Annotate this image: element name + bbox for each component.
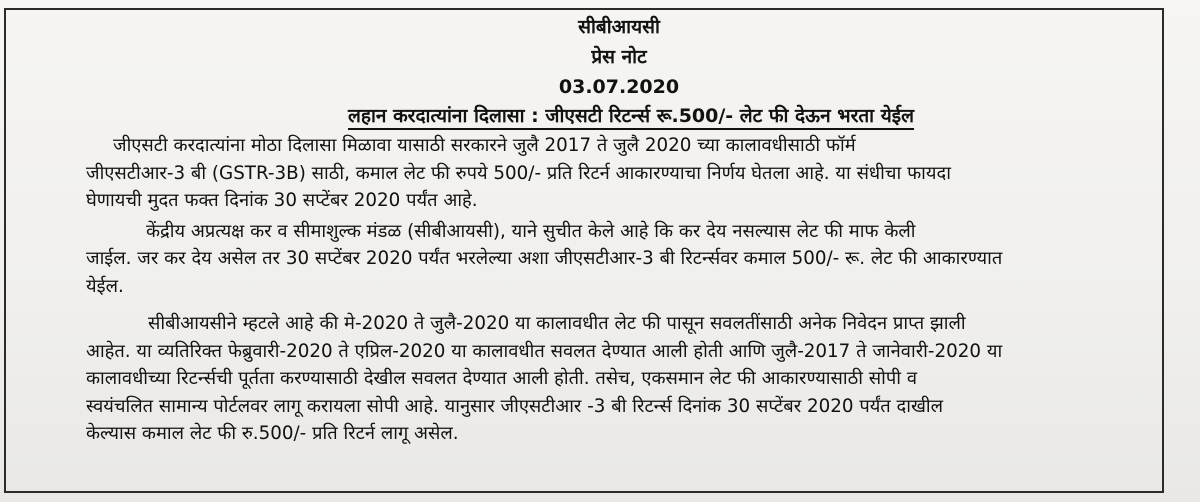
paragraph-line: सीबीआयसीने म्हटले आहे की मे-2020 ते जुलै-2020 या कालावधीत लेट फी पासून सवलतींसाठी अनेक निवेदन प्राप्त झाली xyxy=(148,313,966,334)
paragraph-3 xyxy=(86,310,1116,448)
organization-title: सीबीआयसी xyxy=(578,16,660,38)
subject-line xyxy=(146,102,1116,130)
subject-text: लहान करदात्यांना दिलासा : जीएसटी रिटर्न्स रू.500/- लेट फी देऊन भरता येईल xyxy=(348,105,914,130)
paragraph-line: घेणायची मुदत फक्त दिनांक 30 सप्टेंबर 2020 पर्यंत आहे. xyxy=(86,190,478,211)
paragraph-line: जीएसटी करदात्यांना मोठा दिलासा मिळावा यासाठी सरकारने जुलै 2017 ते जुलै 2020 च्या कालावधीसाठी फॉर्म xyxy=(113,135,856,156)
paragraph-line: केंद्रीय अप्रत्यक्ष कर व सीमाशुल्क मंडळ (सीबीआयसी), याने सुचीत केले आहे कि कर देय नसल्यास लेट फी माफ केली xyxy=(146,220,916,242)
paragraph-1 xyxy=(86,132,1116,215)
paragraph-2 xyxy=(86,218,1116,301)
paragraph-line: जाईल. जर कर देय असेल तर 30 सप्टेंबर 2020 पर्यंत भरलेल्या अशा जीएसटीआर-3 बी रिटर्न्सवर कमाल 500/- रू. लेट फी आकारण्यात xyxy=(86,248,1003,269)
release-date: 03.07.2020 xyxy=(558,76,680,98)
document-type-heading: प्रेस नोट xyxy=(591,46,647,68)
paragraph-line: केल्यास कमाल लेट फी रु.500/- प्रति रिटर्न लागू असेल. xyxy=(86,423,459,444)
press-note-document xyxy=(86,12,1116,448)
paragraph-line: येईल. xyxy=(86,275,124,297)
paragraph-line: आहेत. या व्यतिरिक्त फेब्रुवारी-2020 ते एप्रिल-2020 या कालावधीत सवलत देण्यात आली होती आणि जुलै-2017 ते जानेवारी-2020 या xyxy=(86,340,1003,362)
paragraph-line: कालावधीच्या रिटर्न्सची पूर्तता करण्यासाठी देखील सवलत देण्यात आली होती. तसेच, एकसमान लेट फी आकारण्यासाठी सोपी व xyxy=(86,368,917,389)
paragraph-line: जीएसटीआर-3 बी (GSTR-3B) साठी, कमाल लेट फी रुपये 500/- प्रति रिटर्न आकारण्याचा निर्णय घेतला आहे. या संधीचा फायदा xyxy=(86,162,951,184)
paragraph-line: स्वयंचलित सामान्य पोर्टलवर लागू करायला सोपी आहे. यानुसार जीएसटीआर -3 बी रिटर्न्स दिनांक 30 सप्टेंबर 2020 पर्यंत दाखील xyxy=(86,395,944,417)
